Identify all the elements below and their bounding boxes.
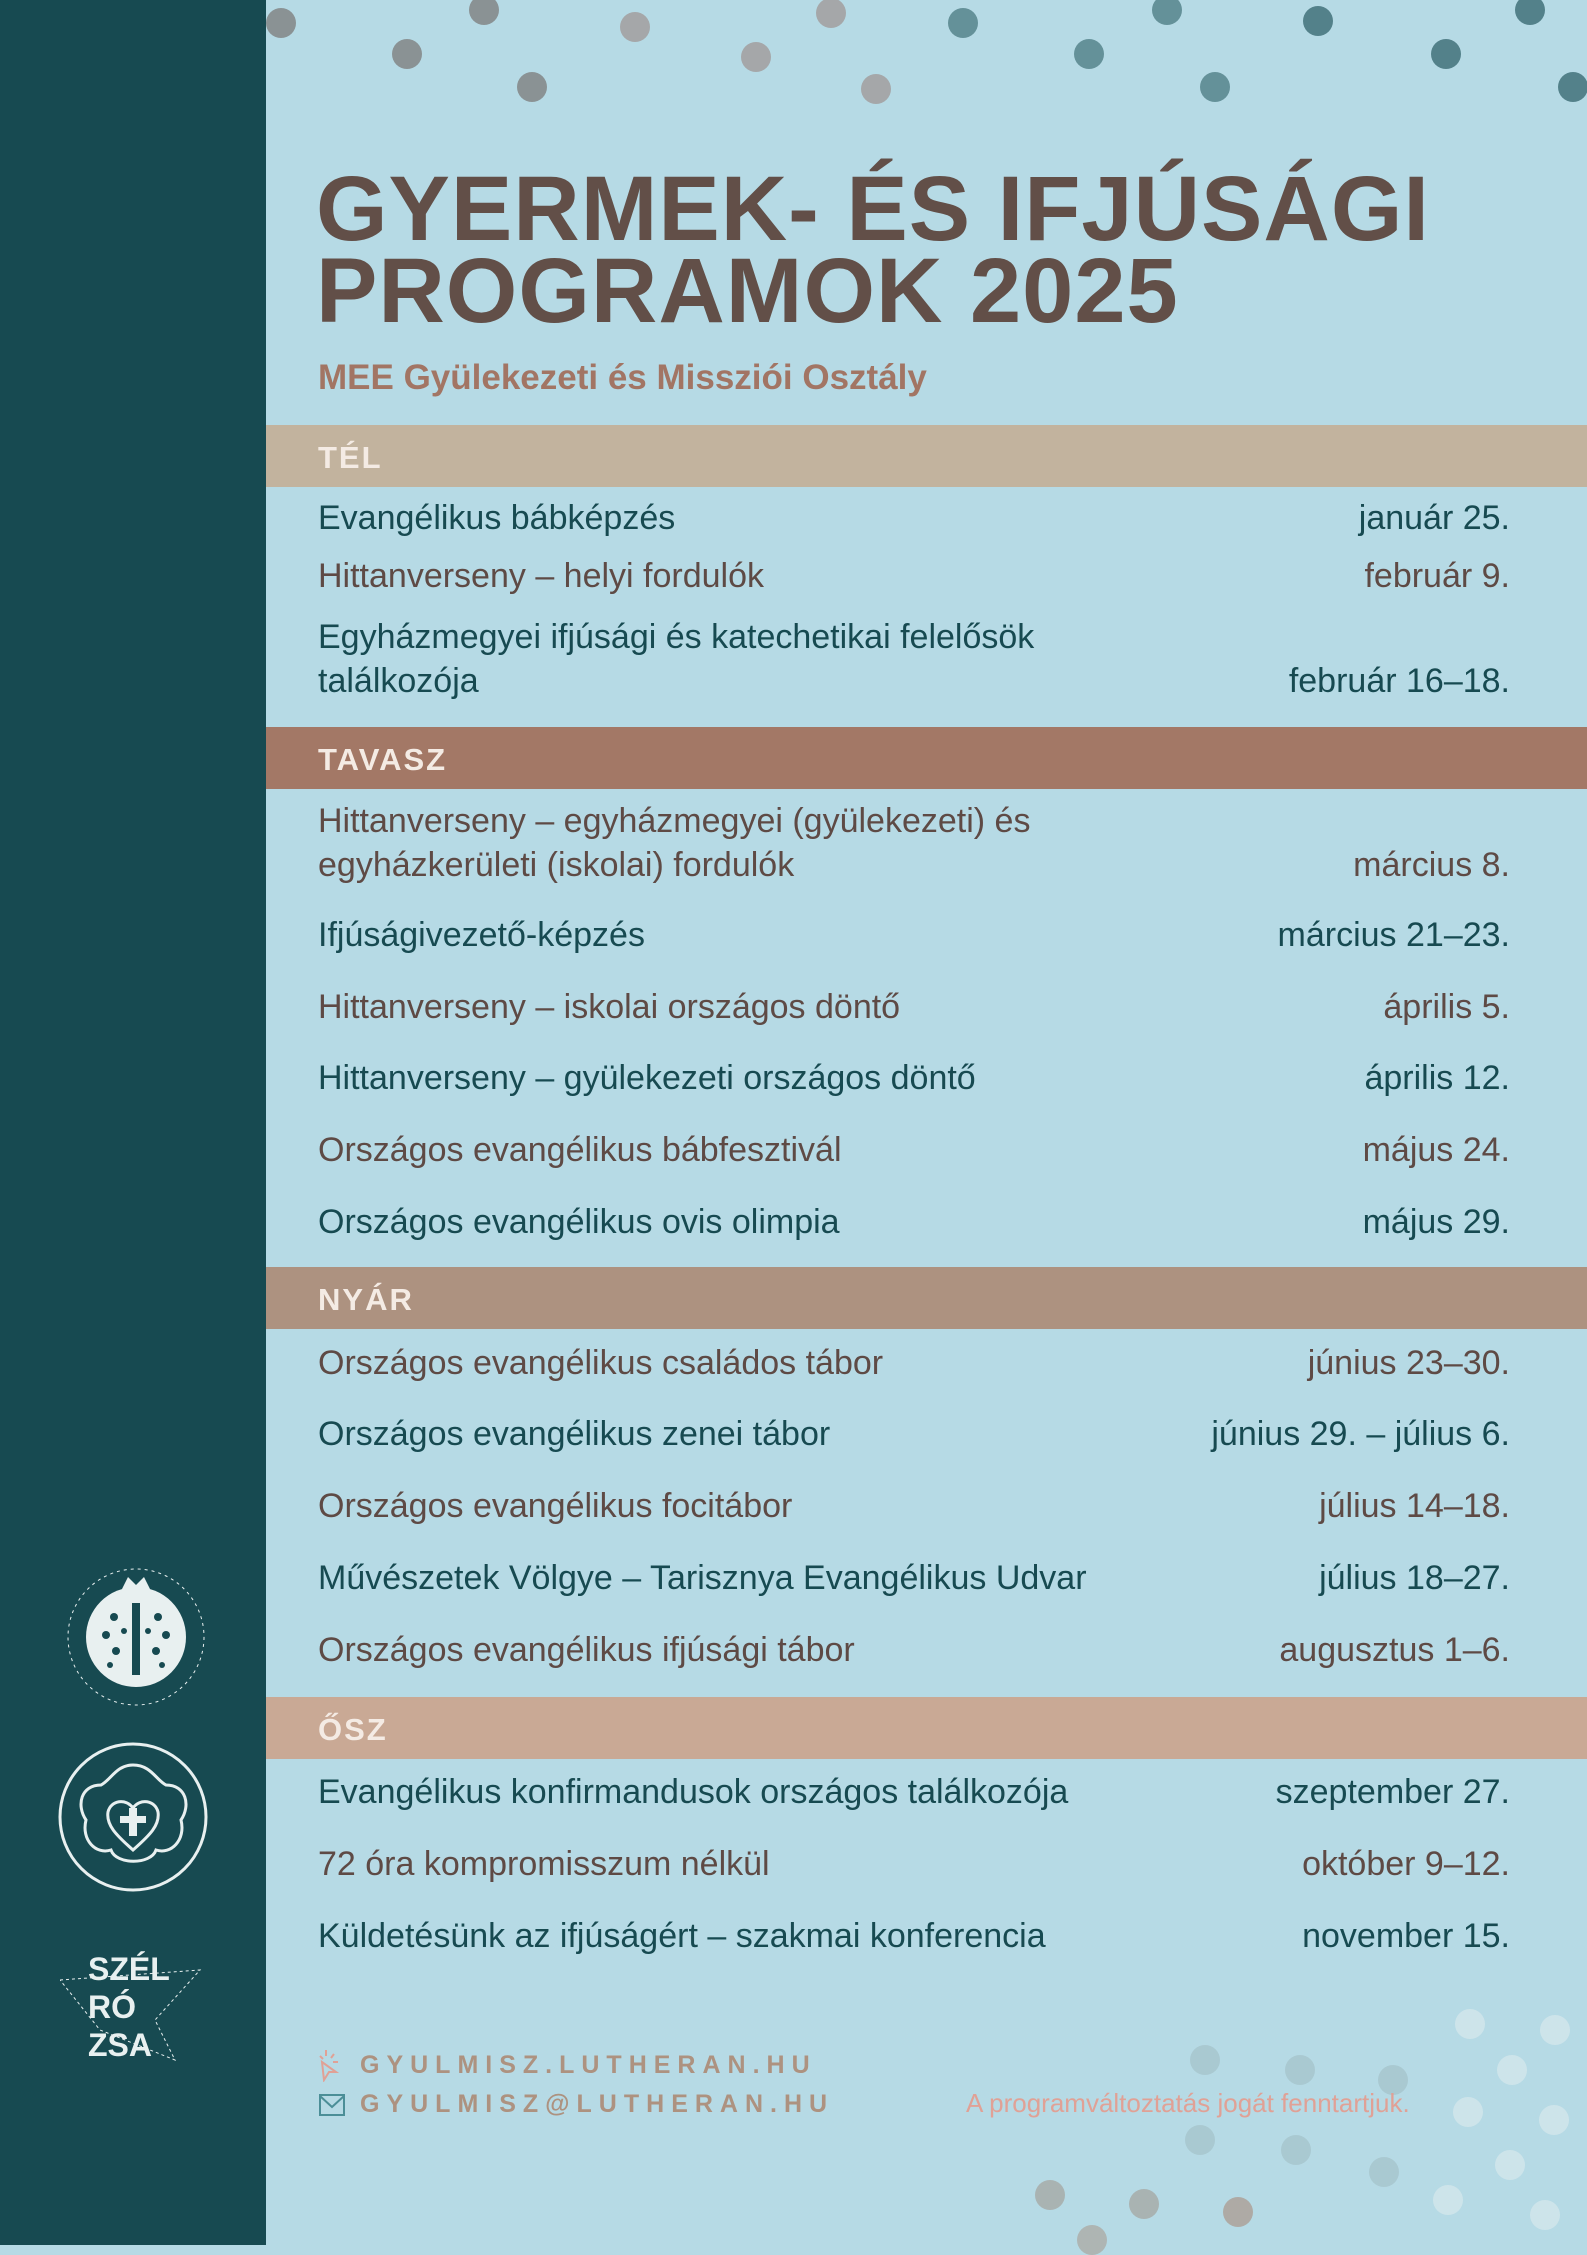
website-link[interactable]: GYULMISZ.LUTHERAN.HU [318,2048,817,2082]
program-name: Ifjúságivezető-képzés [318,916,645,954]
disclaimer: A programváltoztatás jogát fenntartjuk. [966,2088,1410,2118]
program-name: Országos evangélikus focitábor [318,1487,793,1525]
decorative-dot [1185,2125,1215,2155]
program-name: Országos evangélikus zenei tábor [318,1415,831,1453]
program-name: Hittanverseny – helyi fordulók [318,557,765,595]
program-date: július 14–18. [1319,1487,1510,1525]
subtitle: MEE Gyülekezeti és Missziói Osztály [318,358,927,397]
program-date: április 5. [1383,988,1510,1026]
decorative-dot [1303,6,1333,36]
decorative-dot [1200,72,1230,102]
program-row [318,1770,1510,1814]
decorative-dot [469,0,499,25]
program-row [318,1842,1510,1886]
decorative-dot [1540,2015,1570,2045]
program-name: Hittanverseny – gyülekezeti országos döntő [318,1059,976,1097]
program-row [318,1128,1510,1172]
program-name: Országos evangélikus ovis olimpia [318,1203,840,1241]
decorative-dot [392,39,422,69]
decorative-dot [1281,2135,1311,2165]
email-link[interactable]: GYULMISZ@LUTHERAN.HU [318,2090,834,2119]
program-date: június 29. – július 6. [1211,1415,1510,1453]
section-header-0 [266,425,1587,487]
decorative-dot [1035,2180,1065,2210]
program-date: szeptember 27. [1275,1773,1510,1811]
section-label: ŐSZ [318,1712,388,1747]
program-date: május 29. [1362,1203,1510,1241]
sidebar [0,0,266,2245]
program-date: július 18–27. [1319,1559,1510,1597]
program-name: Országos evangélikus családos tábor [318,1344,884,1382]
decorative-dot [266,8,296,38]
decorative-dot [1515,0,1545,25]
cursor-click-icon [318,2048,346,2082]
decorative-dot [1539,2105,1569,2135]
program-date: január 25. [1358,499,1510,537]
decorative-dot [1530,2200,1560,2230]
program-name: Egyházmegyei ifjúsági és katechetikai felelősök találkozója [318,618,1035,700]
section-header-2 [266,1267,1587,1329]
program-row [318,1412,1510,1456]
decorative-dot [1433,2185,1463,2215]
decorative-dot [1190,2045,1220,2075]
program-date: március 21–23. [1277,916,1510,954]
decorative-dot [1129,2189,1159,2219]
svg-text:RÓ: RÓ [88,1989,136,2025]
decorative-dot [948,8,978,38]
program-name: Hittanverseny – egyházmegyei (gyülekezeti) és egyházkerületi (iskolai) fordulók [318,802,1031,884]
program-row [318,985,1510,1029]
program-row [318,1628,1510,1672]
decorative-dot [1152,0,1182,25]
program-name: Küldetésünk az ifjúságért – szakmai konferencia [318,1917,1046,1955]
envelope-icon [318,2091,346,2119]
section-header-3 [266,1697,1587,1759]
decorative-dot [517,72,547,102]
program-row [318,615,1510,703]
section-label: TÉL [318,440,383,475]
program-row [318,1556,1510,1600]
program-date: november 15. [1302,1917,1510,1955]
program-row [318,799,1510,887]
decorative-dot [1497,2055,1527,2085]
program-name: Művészetek Völgye – Tarisznya Evangélikus Udvar [318,1559,1087,1597]
luther-rose-logo [56,1740,210,1894]
svg-text:SZÉL: SZÉL [88,1951,170,1987]
szelrozsa-logo [60,1910,210,2080]
program-row [318,496,1510,540]
program-row [318,1484,1510,1528]
program-row [318,913,1510,957]
decorative-dot [861,74,891,104]
program-date: május 24. [1362,1131,1510,1169]
decorative-dot [1074,39,1104,69]
decorative-dot [1223,2197,1253,2227]
program-name: Országos evangélikus bábfesztivál [318,1131,842,1169]
program-name: Evangélikus bábképzés [318,499,676,537]
decorative-dot [1285,2055,1315,2085]
program-name: Országos evangélikus ifjúsági tábor [318,1631,855,1669]
program-date: augusztus 1–6. [1279,1631,1510,1669]
decorative-dot [620,12,650,42]
page-title: GYERMEK- ÉS IFJÚSÁGI PROGRAMOK 2025 [316,158,1430,342]
decorative-dot [1558,72,1587,102]
decorative-dot [1495,2150,1525,2180]
decorative-dot [816,0,846,28]
program-row [318,1341,1510,1385]
decorative-dot [1455,2009,1485,2039]
program-row [318,1200,1510,1244]
section-label: NYÁR [318,1282,414,1317]
section-header-1 [266,727,1587,789]
decorative-dot [1369,2157,1399,2187]
program-name: 72 óra kompromisszum nélkül [318,1845,770,1883]
program-row [318,554,1510,598]
program-date: október 9–12. [1302,1845,1510,1883]
svg-text:ZSA: ZSA [88,2027,152,2063]
program-row [318,1056,1510,1100]
decorative-dot [741,42,771,72]
program-date: február 16–18. [1288,662,1510,700]
program-row [318,1914,1510,1958]
program-date: február 9. [1364,557,1510,595]
program-date: április 12. [1364,1059,1510,1097]
program-name: Hittanverseny – iskolai országos döntő [318,988,901,1026]
decorative-dot [1431,39,1461,69]
section-label: TAVASZ [318,742,448,777]
program-date: március 8. [1353,846,1510,884]
decorative-dot [1453,2097,1483,2127]
mee-seal-logo [56,1555,216,1715]
program-name: Evangélikus konfirmandusok országos találkozója [318,1773,1069,1811]
program-date: június 23–30. [1307,1344,1510,1382]
decorative-dot [1077,2225,1107,2255]
